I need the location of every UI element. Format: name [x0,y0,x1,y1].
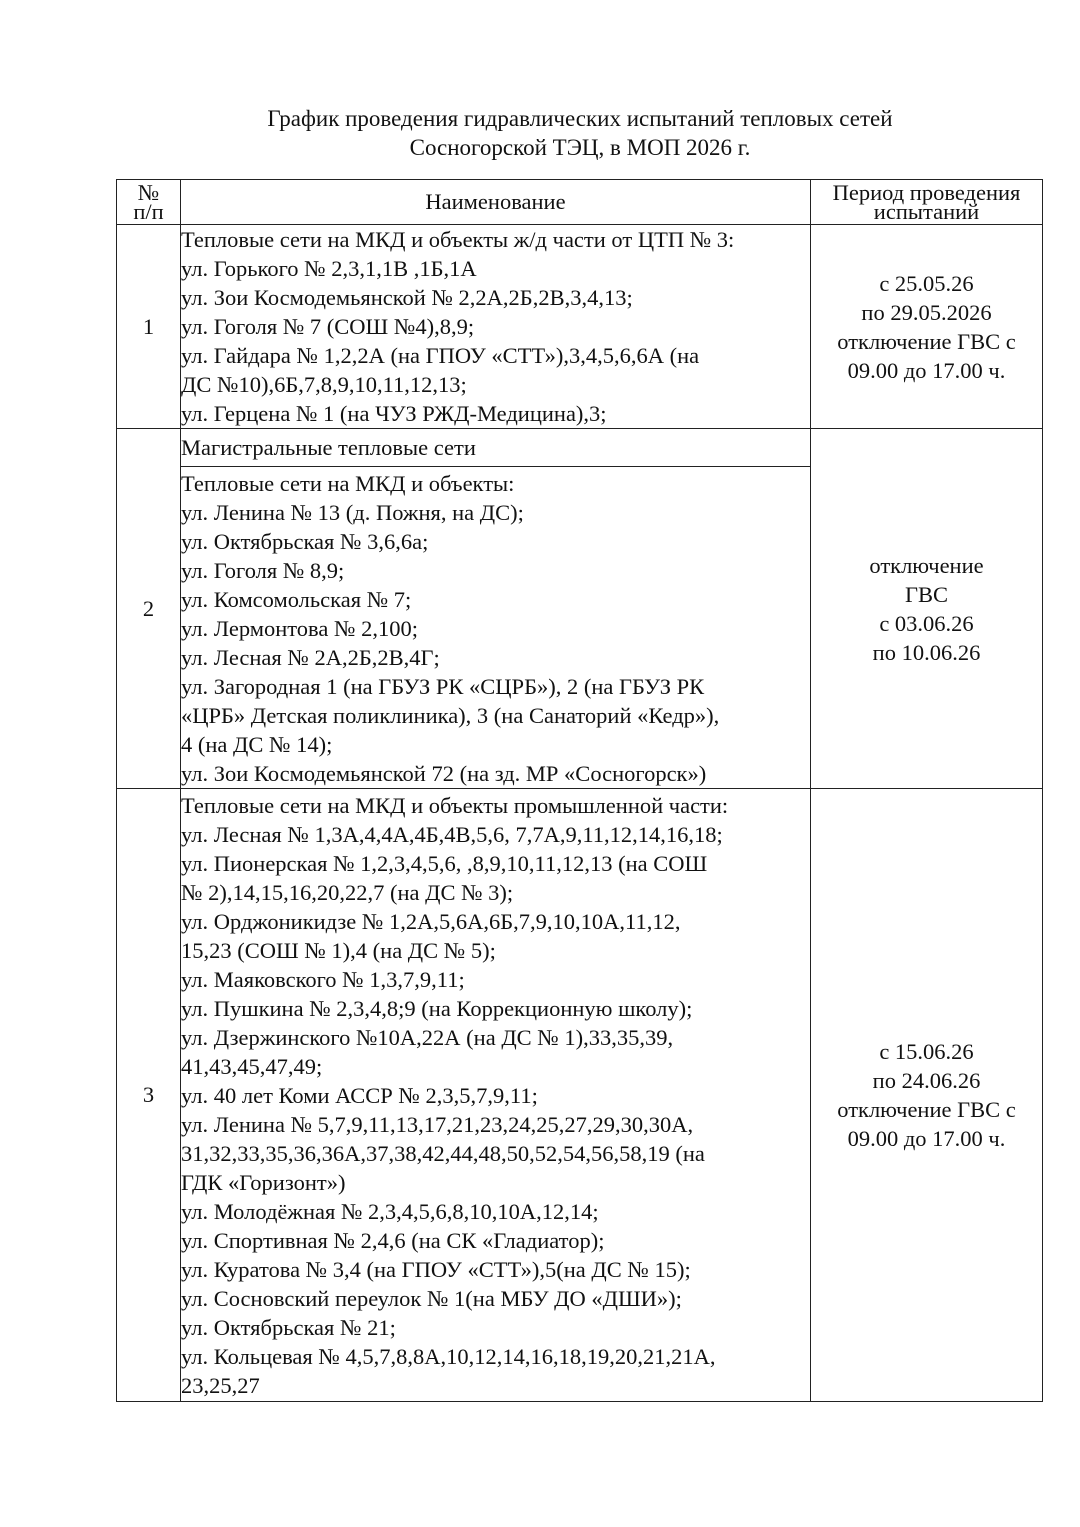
object-line: ул. Герцена № 1 (на ЧУЗ РЖД-Медицина),3; [181,401,607,426]
object-line: 41,43,45,47,49; [181,1053,323,1079]
object-line: ул. Лермонтова № 2,100; [181,616,418,641]
header-number-symbol: № [137,180,160,205]
object-line: ул. Октябрьская № 21; [181,1314,396,1340]
object-line: 15,23 (СОШ № 1),4 (на ДС № 5); [181,937,496,963]
period-line: по 10.06.26 [872,639,981,665]
row-objects [181,225,811,429]
object-line: ул. Ленина № 13 (д. Пожня, на ДС); [181,500,524,525]
period-line: 09.00 до 17.00 ч. [847,1126,1006,1151]
object-line: ул. Пионерская № 1,2,3,4,5,6, ,8,9,10,11,12,13 (на СОШ [181,850,708,876]
object-line: 4 (на ДС № 14); [181,732,333,757]
object-line: ул. Зои Космодемьянской № 2,2А,2Б,2В,3,4,13; [181,285,633,310]
row-number: 1 [117,225,181,429]
period-line: с 03.06.26 [879,610,974,636]
row-objects [181,789,811,1402]
object-line: ул. Сосновский переулок № 1(на МБУ ДО «ДШИ»); [181,1285,682,1311]
object-line: ул. Кольцевая № 4,5,7,8,8А,10,12,14,16,18,19,20,21,21А, [181,1343,716,1369]
object-line: Тепловые сети на МКД и объекты ж/д части от ЦТП № 3: [181,227,735,252]
object-line: ул. Октябрьская № 3,6,6а; [181,529,429,554]
object-line: Магистральные тепловые сети [181,435,476,460]
object-line: ул. Гайдара № 1,2,2А (на ГПОУ «СТТ»),3,4,5,6,6А (на [181,343,700,368]
object-line: ДС №10),6Б,7,8,9,10,11,12,13; [181,372,467,397]
object-line: ул. Зои Космодемьянской 72 (на зд. МР «Сосногорск») [181,761,707,786]
period-line: по 24.06.26 [872,1068,981,1093]
object-line: Тепловые сети на МКД и объекты промышленной части: [181,792,729,818]
schedule-table [116,179,1043,1402]
row-objects [181,467,811,789]
title-line-1: График проведения гидравлических испытаний тепловых сетей [267,106,893,131]
object-line: ул. Молодёжная № 2,3,4,5,6,8,10,10А,12,14; [181,1198,599,1224]
object-line: ул. Гоголя № 7 (СОШ №4),8,9; [181,314,475,339]
document-title [0,104,1080,162]
object-line: ул. Маяковского № 1,3,7,9,11; [181,966,465,992]
header-number [117,180,181,225]
object-line: ул. 40 лет Коми АССР № 2,3,5,7,9,11; [181,1082,538,1108]
row-period [811,429,1043,789]
table-row [117,225,1043,429]
table-row [117,429,1043,467]
row-period [811,789,1043,1402]
object-line: ГДК «Горизонт») [181,1169,346,1195]
object-line: ул. Куратова № 3,4 (на ГПОУ «СТТ»),5(на ДС № 15); [181,1256,691,1282]
object-line: ул. Гоголя № 8,9; [181,558,345,583]
period-line: с 15.06.26 [879,1039,974,1064]
object-line: ул. Спортивная № 2,4,6 (на СК «Гладиатор); [181,1227,605,1253]
object-line: Тепловые сети на МКД и объекты: [181,471,515,496]
header-period [811,180,1043,225]
period-line: отключение [869,552,984,578]
object-line: № 2),14,15,16,20,22,7 (на ДС № 3); [181,879,514,905]
object-line: ул. Пушкина № 2,3,4,8;9 (на Коррекционную школу); [181,995,693,1021]
object-line: ул. Лесная № 1,3А,4,4А,4Б,4В,5,6, 7,7А,9,11,12,14,16,18; [181,821,723,847]
row-number: 3 [117,789,181,1402]
object-line: ул. Дзержинского №10А,22А (на ДС № 1),33,35,39, [181,1024,674,1050]
object-line: 23,25,27 [181,1372,260,1398]
header-period-line-2: испытаний [873,199,980,224]
header-number-abbr: п/п [133,199,164,224]
object-line: ул. Горького № 2,3,1,1В ,1Б,1А [181,256,477,281]
object-line: ул. Комсомольская № 7; [181,587,412,612]
row-period [811,225,1043,429]
row-subtitle [181,429,811,467]
period-line: с 25.05.26 [879,270,974,296]
period-line: по 29.05.2026 [861,299,992,325]
header-period-line-1: Период проведения [832,180,1021,205]
object-line: ул. Орджоникидзе № 1,2А,5,6А,6Б,7,9,10,10А,11,12, [181,908,681,934]
header-row [117,180,1043,225]
object-line: ул. Ленина № 5,7,9,11,13,17,21,23,24,25,27,29,30,30А, [181,1111,694,1137]
title-line-2: Сосногорской ТЭЦ, в МОП 2026 г. [409,135,751,160]
row-number: 2 [117,429,181,789]
table-row [117,789,1043,1402]
object-line: «ЦРБ» Детская поликлиника), 3 (на Санаторий «Кедр»), [181,703,720,728]
object-line: ул. Лесная № 2А,2Б,2В,4Г; [181,645,440,670]
header-name: Наименование [181,180,811,225]
period-line: отключение ГВС с [837,1097,1016,1122]
period-line: 09.00 до 17.00 ч. [847,357,1006,383]
period-line: отключение ГВС с [837,328,1016,354]
object-line: ул. Загородная 1 (на ГБУЗ РК «СЦРБ»), 2 (на ГБУЗ РК [181,674,705,699]
period-line: ГВС [904,581,949,607]
object-line: 31,32,33,35,36,36А,37,38,42,44,48,50,52,54,56,58,19 (на [181,1140,705,1166]
